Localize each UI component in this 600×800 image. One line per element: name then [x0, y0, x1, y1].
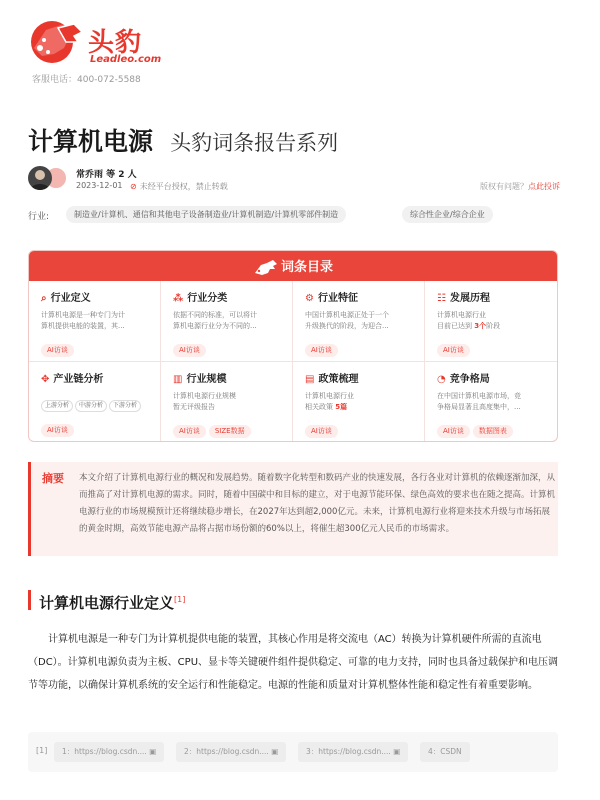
page-title: 计算机电源: [28, 127, 154, 156]
brand-name: 头豹: [88, 28, 143, 58]
industry-row: [28, 206, 568, 226]
report-title-row: [28, 122, 338, 158]
toc-item-title: 行业定义: [50, 293, 91, 304]
ai-interview-tag[interactable]: AI访谈: [437, 425, 470, 438]
toc-grid: [29, 281, 558, 442]
reference-chip[interactable]: [176, 742, 286, 762]
toc-item-history[interactable]: [425, 281, 558, 362]
toc-item-desc: 依据不同的标准，可以将计: [173, 311, 257, 319]
toc-item-title: 发展历程: [449, 293, 490, 304]
image-icon: ▣: [393, 747, 401, 756]
repost-notice: [130, 181, 228, 192]
toc-item-desc: 计算机电源行业: [305, 392, 354, 400]
toc-item-desc: 目前已达到: [437, 322, 475, 330]
section-body-text: 计算机电源是一种专门为计算机提供电能的装置，其核心作用是将交流电（AC）转换为计算机硬件所需的直流电（DC）。计算机电源负责为主板、CPU、显卡等关键硬件组件提供稳定、可靠的电力支持，同时也具备过载保护和电压调节等功能，以确保计算机系统的安全运行和性能稳定。电源的性能和质量对计算机整体性能和稳定性有着重要影响。: [28, 634, 559, 691]
history-icon: ☷: [437, 293, 446, 304]
toc-item-competition[interactable]: [425, 362, 558, 442]
toc-item-desc: 在中国计算机电源市场，竞: [437, 392, 521, 400]
hotline-text: 客服电话：400-072-5588: [32, 75, 141, 85]
features-icon: ⚙: [305, 293, 314, 304]
toc-header: [29, 251, 557, 281]
bar-chart-icon: ▥: [173, 374, 183, 385]
industry-tag[interactable]: 综合性企业/综合企业: [402, 206, 493, 223]
toc-title-text: 词条目录: [280, 260, 334, 275]
definition-icon: ⌕: [41, 293, 47, 304]
ai-interview-tag[interactable]: AI访谈: [173, 425, 206, 438]
toc-item-desc: 升级换代的阶段，为迎合...: [305, 322, 389, 330]
section-heading-text: 计算机电源行业定义: [39, 594, 175, 612]
page-subtitle: 头豹词条报告系列: [170, 131, 339, 155]
reference-chip[interactable]: [54, 742, 164, 762]
toc-item-desc: 算机提供电能的装置，其...: [41, 322, 125, 330]
midstream-chip[interactable]: 中游分析: [75, 400, 107, 412]
pie-chart-icon: ◔: [437, 374, 446, 385]
reference-chip-text: 3：https://blog.csdn....: [306, 747, 391, 756]
toc-item-desc: 争格局显著且高度集中，...: [437, 403, 521, 411]
forbidden-icon: ⊘: [130, 182, 137, 191]
reference-chip-text: 2：https://blog.csdn....: [184, 747, 269, 756]
toc-item-desc: 阶段: [486, 322, 501, 330]
policy-icon: ▤: [305, 374, 315, 385]
section-heading: [28, 590, 185, 610]
reference-chip[interactable]: [298, 742, 408, 762]
avatar[interactable]: [28, 166, 52, 190]
ai-interview-tag[interactable]: AI访谈: [173, 344, 206, 357]
ai-interview-tag[interactable]: AI访谈: [41, 344, 74, 357]
ai-interview-tag[interactable]: AI访谈: [305, 344, 338, 357]
toc-item-scale[interactable]: [161, 362, 293, 442]
complaint-link[interactable]: 点此投诉: [528, 182, 560, 191]
toc-item-industry-chain[interactable]: [29, 362, 161, 442]
classification-icon: ⁂: [173, 293, 184, 304]
size-data-tag[interactable]: SIZE数据: [209, 425, 251, 438]
toc-item-title: 行业规模: [186, 374, 227, 385]
ai-interview-tag[interactable]: AI访谈: [437, 344, 470, 357]
industry-tag[interactable]: 制造业/计算机、通信和其他电子设备制造业/计算机制造/计算机零部件制造: [66, 206, 346, 223]
leopard-logo-icon: [28, 18, 86, 64]
toc-item-classification[interactable]: [161, 281, 293, 362]
reference-number: [1]: [36, 746, 48, 755]
citation-link[interactable]: [1]: [174, 595, 186, 604]
toc-item-desc: 中国计算机电源正处于一个: [305, 311, 389, 319]
reference-chip[interactable]: [420, 742, 470, 762]
summary-text: 本文介绍了计算机电源行业的概况和发展趋势。随着数字化转型和数码产业的快速发展，各行各业对计算机的依赖逐渐加深，从而推高了对计算机电源的需求。同时，随着中国碳中和目标的建立，对于电源节能环保、绿色高效的要求也在随之提高。计算机电源行业的市场规模预计还将继续稳步增长，在2027年达到超2,000亿元。未来，计算机电源行业将迎来技术升级与市场拓展的黄金时期，高效节能电源产品将占据市场份额的60%以上，将催生超300亿元人民币的市场需求。: [79, 473, 556, 534]
stage-count: 3个: [474, 322, 487, 330]
reference-chip-text: 4：CSDN: [428, 747, 462, 756]
toc-title: [253, 256, 333, 277]
section-body: [28, 628, 560, 697]
toc-item-title: 行业分类: [187, 293, 228, 304]
toc-item-title: 产业链分析: [53, 374, 104, 385]
image-icon: ▣: [271, 747, 279, 756]
toc-panel: [28, 250, 558, 442]
toc-item-desc: 暂无评级报告: [173, 403, 215, 411]
industry-label: 行业:: [28, 212, 50, 222]
brand-url: Leadleo.com: [90, 54, 162, 65]
toc-item-desc: 相关政策: [305, 403, 336, 411]
copyright-prefix: 版权有问题？: [480, 182, 528, 191]
upstream-chip[interactable]: 上游分析: [41, 400, 73, 412]
summary-label: 摘要: [42, 472, 64, 485]
data-chart-tag[interactable]: 数据图表: [473, 425, 513, 438]
toc-item-title: 竞争格局: [449, 374, 490, 385]
toc-item-features[interactable]: [293, 281, 425, 362]
leopard-logo-icon: [253, 259, 279, 277]
toc-item-title: 行业特征: [317, 293, 358, 304]
copyright-notice: [480, 181, 560, 192]
policy-count: 5篇: [335, 403, 348, 411]
downstream-chip[interactable]: 下游分析: [109, 400, 141, 412]
repost-notice-text: 未经平台授权，禁止转载: [139, 182, 228, 191]
chain-icon: ✥: [41, 374, 50, 385]
toc-item-desc: 计算机电源是一种专门为计: [41, 311, 125, 319]
author-row: [28, 166, 560, 196]
toc-item-title: 政策梳理: [318, 374, 359, 385]
toc-item-definition[interactable]: [29, 281, 161, 362]
reference-bar: [28, 732, 558, 772]
person-icon: [28, 166, 52, 190]
image-icon: ▣: [149, 747, 157, 756]
toc-item-desc: 算机电源行业分为不同的...: [173, 322, 257, 330]
brand-header: [28, 18, 228, 88]
toc-item-desc: 计算机电源行业规模: [173, 392, 236, 400]
reference-chip-text: 1：https://blog.csdn....: [62, 747, 147, 756]
publish-date: 2023-12-01: [76, 181, 123, 190]
author-name[interactable]: 常乔雨 等 2 人: [76, 170, 137, 180]
ai-interview-tag[interactable]: AI访谈: [41, 424, 74, 437]
toc-item-policy[interactable]: [293, 362, 425, 442]
ai-interview-tag[interactable]: AI访谈: [305, 425, 338, 438]
summary-box: [28, 462, 558, 556]
toc-item-desc: 计算机电源行业: [437, 311, 486, 319]
